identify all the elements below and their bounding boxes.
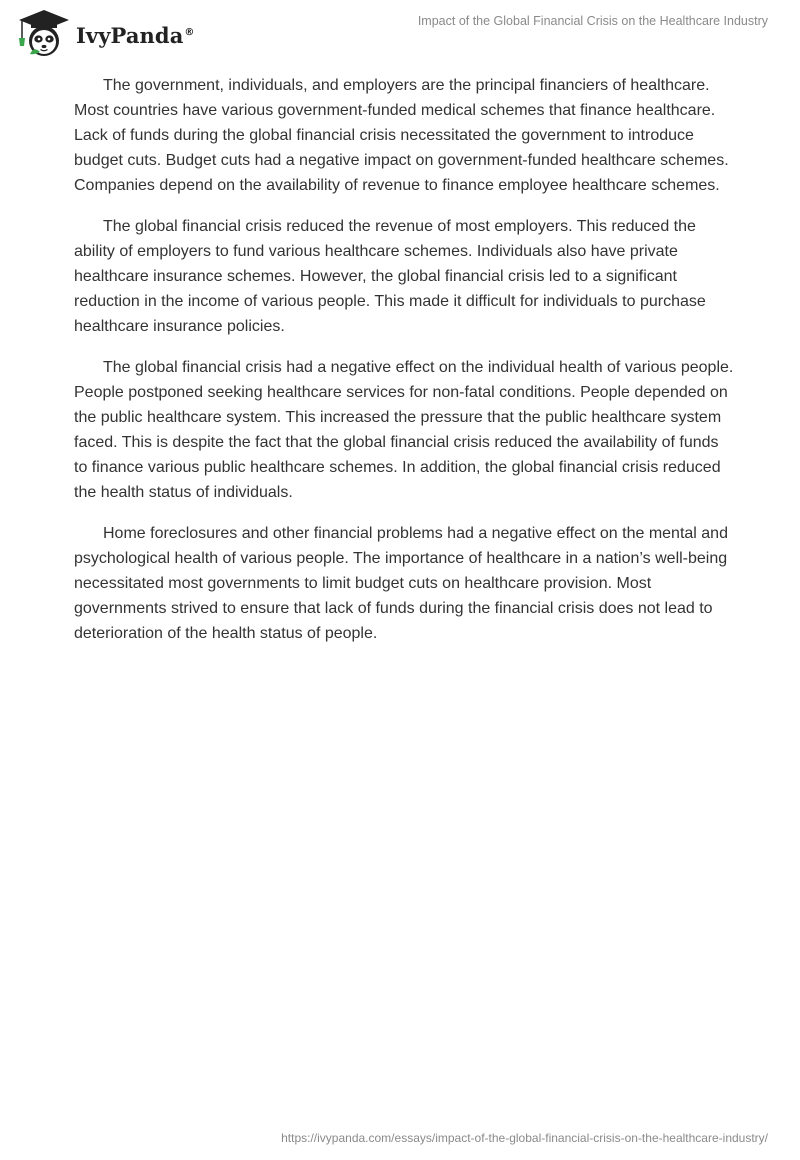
document-title: Impact of the Global Financial Crisis on the Healthcare Industry xyxy=(417,14,768,28)
paragraph: The global financial crisis reduced the revenue of most employers. This reduced the ability of employers to fund various healthcare schemes. Individuals also have private healthcare insurance schemes. However, the global financial crisis led to a significant reduction in the income of various people. This made it difficult for individuals to purchase healthcare insurance policies. xyxy=(74,218,706,335)
logo-name: IvyPanda xyxy=(76,22,184,48)
paragraph: The government, individuals, and employers are the principal financiers of healthcare. Most countries have various government-funded medical schemes that finance healthcare. Lack of funds during the global financial crisis necessitated the government to introduce budget cuts. Budget cuts had a negative impact on government-funded healthcare schemes. Companies depend on the availability of revenue to finance employee healthcare schemes. xyxy=(74,77,729,194)
logo-wordmark xyxy=(76,23,195,48)
panda-graduate-icon xyxy=(14,8,74,58)
paragraph: The global financial crisis had a negative effect on the individual health of various people. People postponed seeking healthcare services for non-fatal conditions. People depended on the public healthcare system. This increased the pressure that the public healthcare system faced. This is despite the fact that the global financial crisis reduced the availability of funds to finance various public healthcare schemes. In addition, the global financial crisis reduced the health status of individuals. xyxy=(74,359,734,501)
ivypanda-logo[interactable] xyxy=(14,8,195,58)
registered-mark: ® xyxy=(184,26,195,38)
source-url-link[interactable]: https://ivypanda.com/essays/impact-of-the-global-financial-crisis-on-the-healthcare-industry/ xyxy=(281,1131,768,1145)
paragraph: Home foreclosures and other financial problems had a negative effect on the mental and psychological health of various people. The importance of healthcare in a nation’s well-being necessitated most governments to limit budget cuts on healthcare provision. Most governments strived to ensure that lack of funds during the financial crisis does not lead to deterioration of the health status of people. xyxy=(74,525,728,642)
page-header xyxy=(0,0,800,60)
essay-body xyxy=(74,73,734,662)
